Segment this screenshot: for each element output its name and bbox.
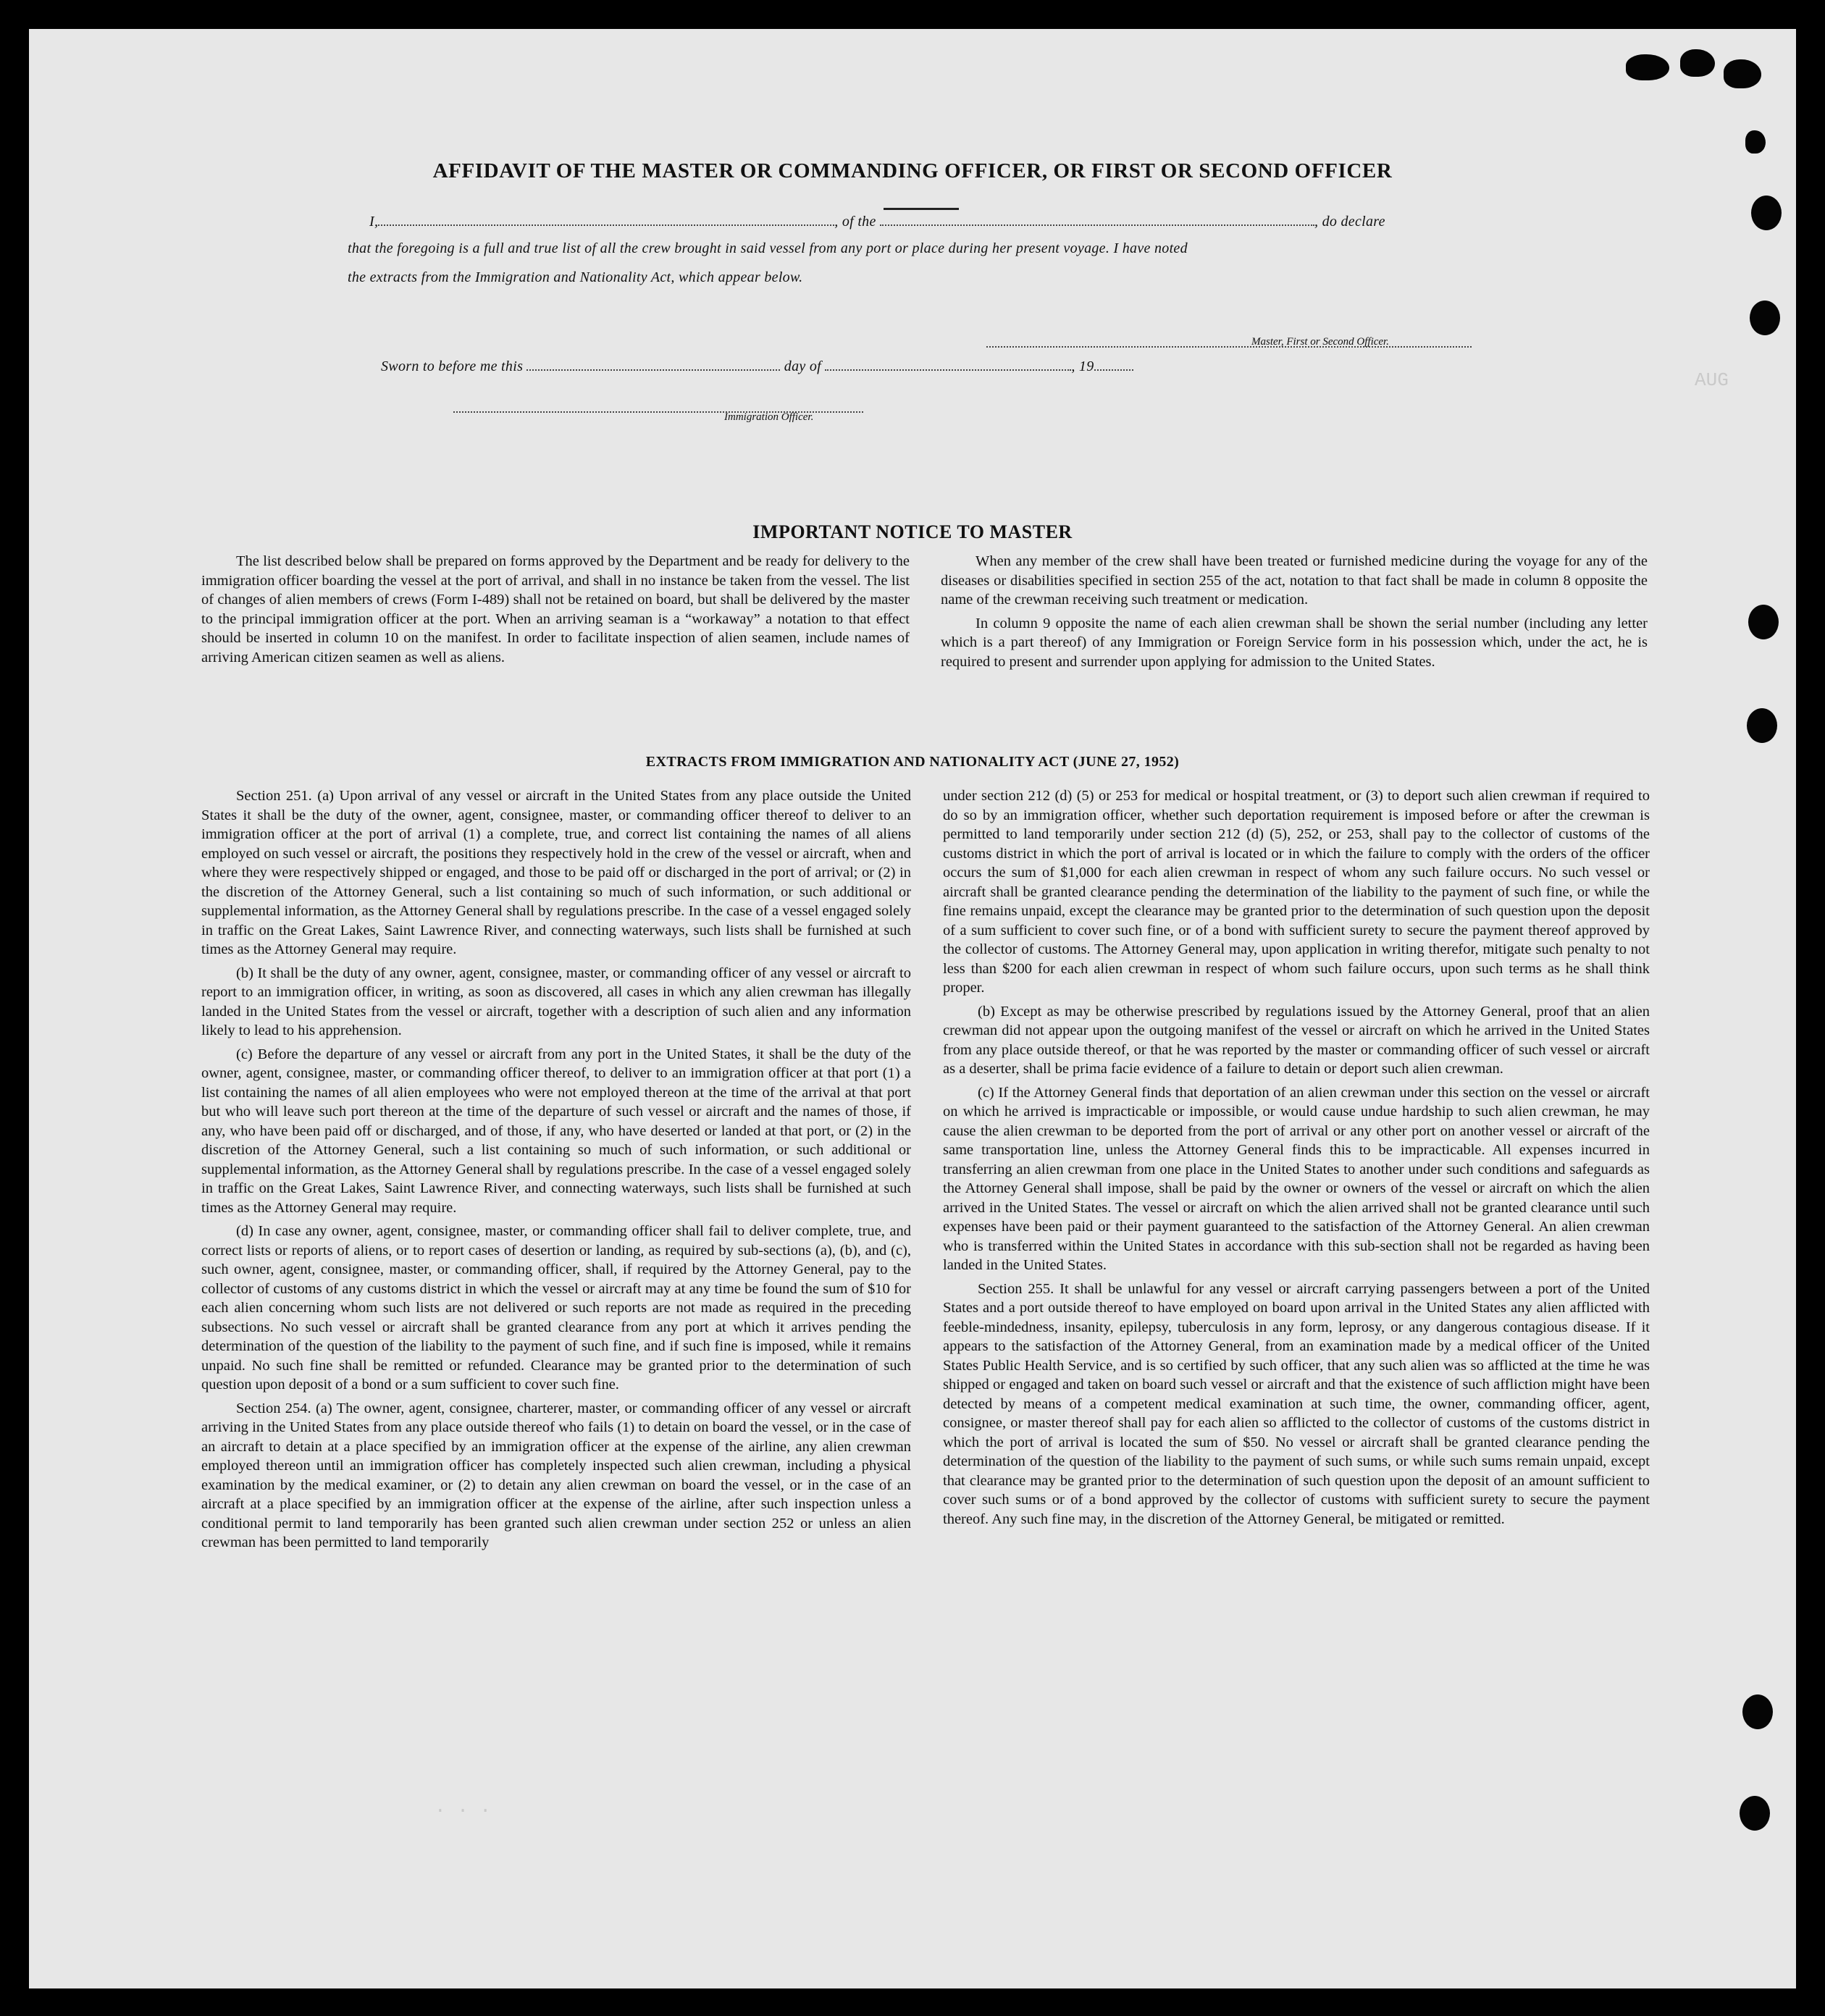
notice-right-column [941, 552, 1648, 676]
name-blank-field[interactable] [378, 211, 834, 226]
ink-blot [1626, 54, 1669, 80]
document-title: AFFIDAVIT OF THE MASTER OR COMMANDING OFFICER, OR FIRST OR SECOND OFFICER [432, 159, 1393, 182]
punch-hole [1740, 1796, 1770, 1831]
extract-paragraph: Section 251. (a) Upon arrival of any vessel or aircraft in the United States from any place outside the United States it shall be the duty of the owner, agent, consignee, master, or commanding officer thereof to deliver to an immigration officer at the port of arrival (1) a complete, true, and correct list containing the names of all aliens employed on such vessel or aircraft, the positions they respectively hold in the crew of the vessel or aircraft, when and where they were respectively shipped or engaged, and those to be paid off or discharged in the port of arrival; or (2) in the discretion of the Attorney General, such a list containing so much of such information, or such additional or supplemental information, as the Attorney General shall by regulations prescribe. In the case of a vessel engaged solely in traffic on the Great Lakes, Saint Lawrence River, and connecting waterways, such lists shall be furnished at such times as the Attorney General may require. [201, 788, 911, 957]
sworn-day-blank[interactable] [526, 356, 780, 371]
extract-paragraph: (d) In case any owner, agent, consignee, master, or commanding officer shall fail to deliver complete, true, and correct lists or reports of aliens, or to report cases of desertion or landing, as required by sub-sections (a), (b), and (c), such owner, agent, consignee, master, or commanding officer, shall, if required by the Attorney General, pay to the collector of customs of any customs district in which the vessel or aircraft may at any time be found the sum of $10 for each alien concerning whom such lists are not delivered or such reports are not made as required in the preceding subsections. No such vessel or aircraft shall be granted clearance from any port at which it arrives pending the determination of the question of the liability to the payment of such fine, and if such fine is imposed, while it remains unpaid. No such fine shall be remitted or refunded. Clearance may be granted prior to the determination of such question upon deposit of a bond or a sum sufficient to cover such fine. [201, 1223, 911, 1393]
notice-paragraph: The list described below shall be prepared on forms approved by the Department and be ready for delivery to the immigration officer boarding the vessel at the port of arrival, and shall in no instance be taken from the vessel. The list of changes of alien members of crews (Form I-489) shall not be retained on board, but shall be delivered by the master to the principal immigration officer at the port. When an arriving seaman is a “workaway” a notation to that effect should be inserted in column 10 on the manifest. In order to facilitate inspection of alien seamen, include names of arriving American citizen seamen as well as aliens. [201, 553, 910, 665]
declaration-line-3: the extracts from the Immigration and Nationality Act, which appear below. [348, 269, 803, 285]
master-signature-line[interactable] [986, 333, 1472, 348]
punch-hole [1742, 1694, 1773, 1729]
punch-hole [1748, 605, 1779, 639]
ink-blot [1724, 59, 1761, 88]
declaration-line-2: that the foregoing is a full and true list of all the crew brought in said vessel from any port or place during her present voyage. I have noted [348, 240, 1188, 256]
sworn-day-of: day of [784, 358, 822, 374]
punch-hole [1751, 196, 1782, 230]
extracts-right-column [943, 786, 1650, 1533]
extract-paragraph: Section 254. (a) The owner, agent, consignee, charterer, master, or commanding officer of any vessel or aircraft arriving in the United States from any place outside thereof who fails (1) to detain on board the vessel, or in the case of an aircraft to detain at a place specified by an immigration officer at the expense of the airline, any alien crewman employed thereon until an immigration officer has completely inspected such alien crewman, including a physical examination by the medical examiner, or (2) to detain any alien crewman on board the vessel, or in the case of an aircraft at a place specified by an immigration officer at the expense of the airline, after such inspection unless a conditional permit to land temporarily has been granted such alien crewman under section 252 or unless an alien crewman has been permitted to land temporarily [201, 1400, 911, 1550]
sworn-year-prefix: , 19 [1071, 358, 1094, 374]
document-page [29, 29, 1796, 1988]
extract-paragraph: under section 212 (d) (5) or 253 for medical or hospital treatment, or (3) to deport such alien crewman if required to do so by an immigration officer, whether such deportation requirement is imposed before or after the crewman is permitted to land temporarily under section 212 (d) (5), 252, or 253, shall pay to the collector of customs of the customs district in which the port of arrival is located or in which the failure to comply with the orders of the officer occurs the sum of $1,000 for each alien crewman in respect of whom any such failure occurs. No such vessel or aircraft shall be granted clearance pending the determination of the liability to the payment of such fine, or while the fine remains unpaid, except the clearance may be granted prior to the determination of such question upon the deposit of a sum sufficient to cover such fine, or of a bond with sufficient surety to secure the payment thereof approved by the collector of customs. The Attorney General may, upon application in writing therefor, mitigate such penalty to not less than $200 for each alien crewman in respect of whom such failure occurs, upon such terms as he shall think proper. [943, 788, 1650, 996]
declaration-i: I, [369, 214, 379, 230]
ink-blot [1745, 130, 1766, 154]
extracts-left-column [201, 786, 911, 1557]
punch-hole [1747, 708, 1777, 743]
extract-paragraph: Section 255. It shall be unlawful for any vessel or aircraft carrying passengers between a port of the United States and a port outside thereof to have employed on board upon arrival in the United States any alien afflicted with feeble-mindedness, insanity, epilepsy, tuberculosis in any form, leprosy, or any dangerous contagious disease. If it appears to the satisfaction of the Attorney General, from an examination made by a medical officer of the United States Public Health Service, and is so certified by such officer, that any such alien was so afflicted at the time he was shipped or engaged and taken on board such vessel or aircraft and that the existence of such affliction might have been detected by means of a competent medical examination at such time, the owner, commanding officer, agent, consignee, or master thereof shall pay for each alien so afflicted to the collector of customs of the customs district in which the port of arrival is located the sum of $50. No vessel or aircraft shall be granted clearance pending the determination of the question of the liability to the payment of such sums, or while such sums remain unpaid, except that clearance may be granted prior to the determination of such question upon the deposit of an amount sufficient to cover such sums or of a bond approved by the collector of customs with sufficient surety to secure the payment thereof. Any such fine may, in the discretion of the Attorney General, be mitigated or remitted. [943, 1280, 1650, 1527]
notice-heading: IMPORTANT NOTICE TO MASTER [752, 521, 1073, 542]
officer-signature-line[interactable] [453, 398, 863, 413]
officer-signature-label: Immigration Officer. [724, 411, 814, 423]
sworn-year-blank[interactable] [1094, 356, 1133, 371]
notice-paragraph: In column 9 opposite the name of each alien crewman shall be shown the serial number (including any letter which is a part thereof) of any Immigration or Foreign Service form in his possession which, under the act, he is required to present and surrender upon applying for admission to the United States. [941, 615, 1648, 670]
punch-hole [1750, 301, 1780, 335]
title-rule [884, 208, 959, 210]
extract-paragraph: (b) It shall be the duty of any owner, agent, consignee, master, or commanding officer of any vessel or aircraft to report to an immigration officer, in writing, as soon as discovered, all cases in which any alien crewman has illegally landed in the United States from the vessel or aircraft, together with a description of such alien and any information likely to lead to his apprehension. [201, 965, 911, 1038]
notice-left-column [201, 552, 910, 671]
bleed-through-text: . . . [435, 1796, 492, 1818]
sworn-text: Sworn to before me this [381, 358, 524, 374]
extract-paragraph: (b) Except as may be otherwise prescribed by regulations issued by the Attorney General, proof that an alien crewman did not appear upon the outgoing manifest of the vessel or aircraft on which he arrived in the United States from any place outside thereof, or that he was reported by the master or commanding officer of such vessel or aircraft as a deserter, shall be prima facie evidence of a failure to detain or deport such alien crewman. [943, 1003, 1650, 1077]
ink-blot [1680, 49, 1715, 77]
extract-paragraph: (c) If the Attorney General finds that deportation of an alien crewman under this section on the vessel or aircraft on which he arrived is impracticable or impossible, or would cause undue hardship to such alien crewman, he may cause the alien crewman to be deported from the port of arrival or any other port on another vessel or aircraft of the same transportation line, unless the Attorney General finds this to be impracticable. All expenses incurred in transferring an alien crewman from one place in the United States to another under such conditions and safeguards as the Attorney General shall impose, shall be paid by the owner or owners of the vessel or aircraft on which the alien arrived in the United States. The vessel or aircraft on which the alien arrived shall not be granted clearance until such expenses have been paid or their payment guaranteed to the satisfaction of the Attorney General. An alien crewman who is transferred within the United States in accordance with this sub-section shall not be regarded as having been landed in the United States. [943, 1084, 1650, 1273]
notice-paragraph: When any member of the crew shall have been treated or furnished medicine during the voyage for any of the diseases or disabilities specified in section 255 of the act, notation to that fact shall be made in column 8 opposite the name of the crewman receiving such treatment or medication. [941, 553, 1648, 608]
master-signature-label: Master, First or Second Officer. [1251, 336, 1389, 348]
sworn-month-blank[interactable] [825, 356, 1071, 371]
declaration-line-1 [369, 211, 1528, 230]
declaration-of-the: , of the [834, 214, 876, 230]
sworn-line [381, 356, 1322, 375]
vessel-blank-field[interactable] [880, 211, 1314, 226]
extracts-heading: EXTRACTS FROM IMMIGRATION AND NATIONALITY ACT (JUNE 27, 1952) [645, 754, 1180, 770]
bleed-through-text: AUG [1695, 369, 1729, 391]
declaration-do-declare: , do declare [1314, 214, 1385, 230]
extract-paragraph: (c) Before the departure of any vessel or aircraft from any port in the United States, it shall be the duty of the owner, agent, consignee, master, or commanding officer thereof, to deliver to an immigration officer at that port (1) a list containing the names of all alien employees who were not employed thereon at the time of the arrival at that port but who will leave such port thereon at the time of the departure of such vessel or aircraft and the names of those, if any, who have been paid off or discharged, and of those, if any, who have deserted or landed at that port, or (2) in the discretion of the Attorney General, such a list containing so much of such information, or such additional or supplemental information, as the Attorney General shall by regulations prescribe. In the case of a vessel engaged solely in traffic on the Great Lakes, Saint Lawrence River, and connecting waterways, such lists shall be furnished at such times as the Attorney General may require. [201, 1046, 911, 1216]
